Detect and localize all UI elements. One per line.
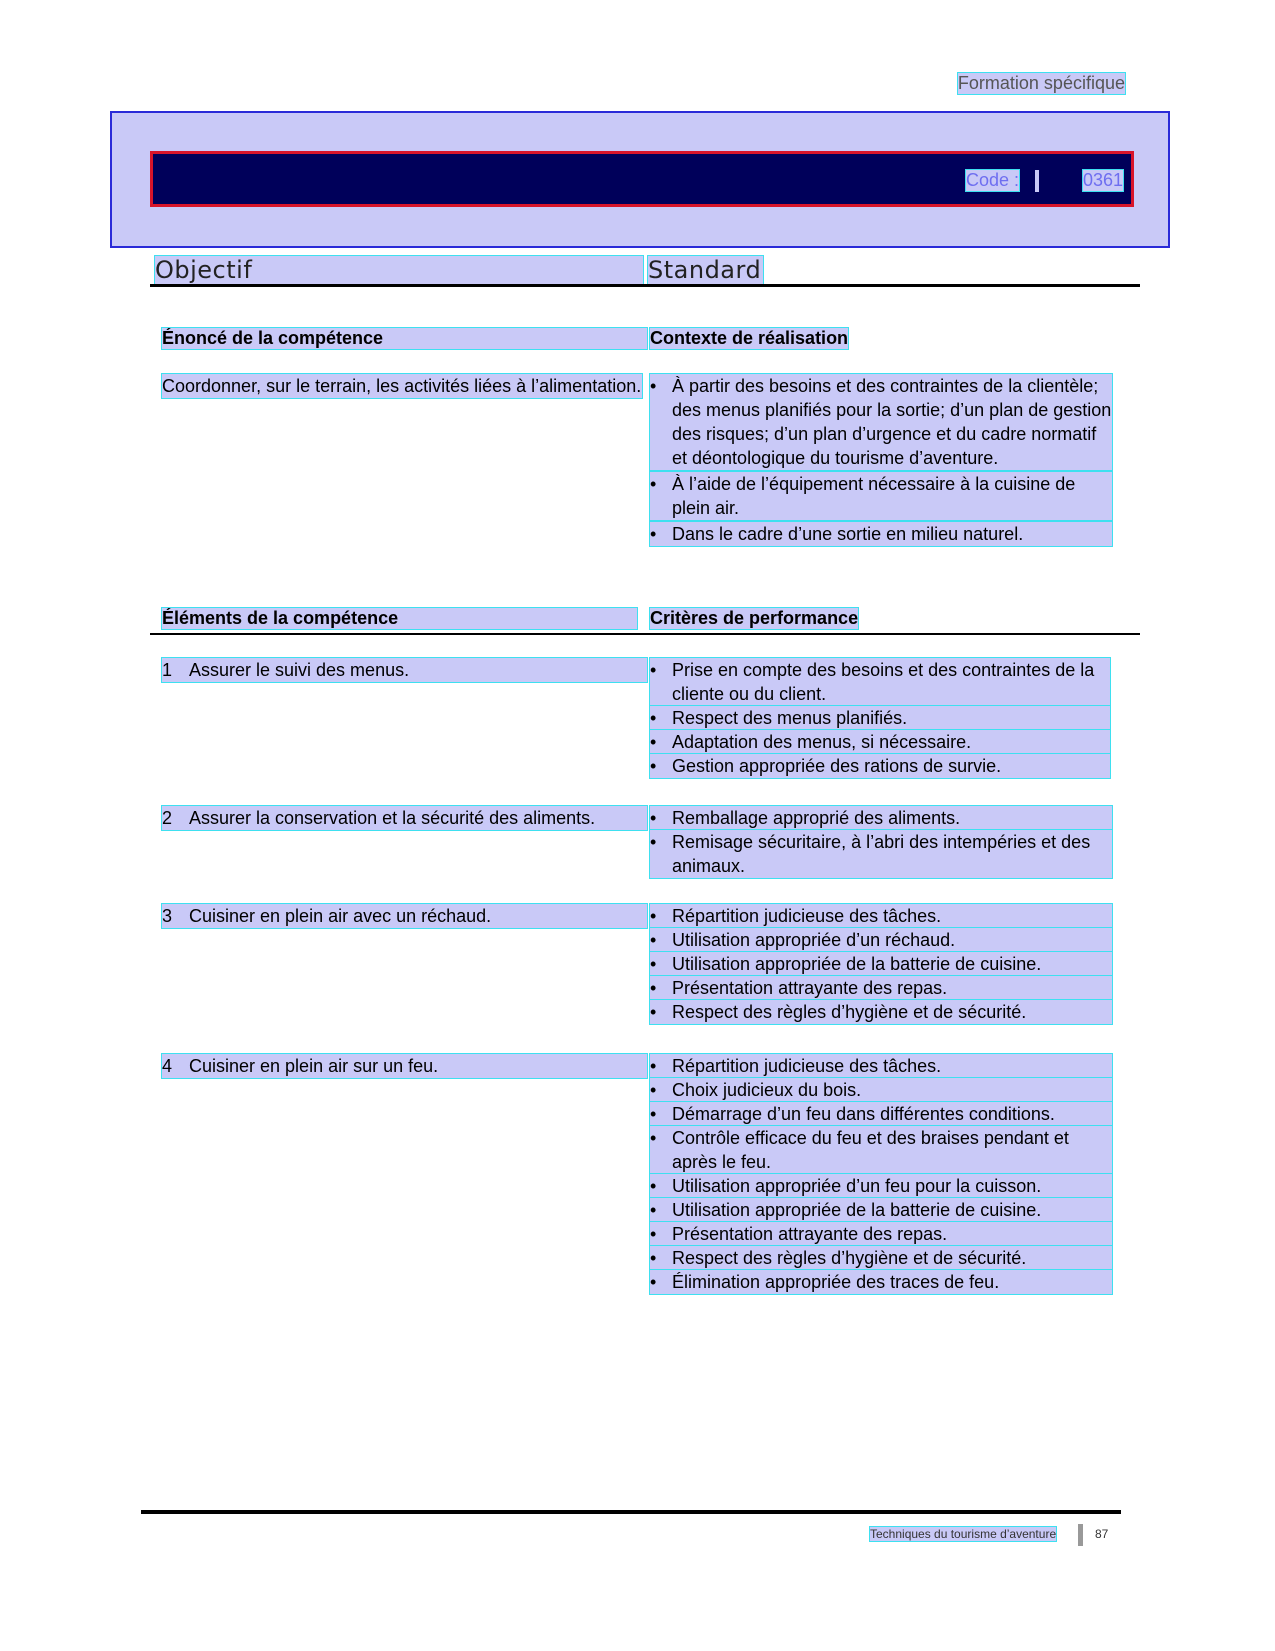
- criterion-item: • Utilisation appropriée d’un feu pour la cuisson.: [650, 1174, 1112, 1198]
- criterion-item: • Répartition judicieuse des tâches.: [650, 1054, 1112, 1078]
- criterion-item: • Élimination appropriée des traces de feu.: [650, 1270, 1112, 1294]
- column-title-objective: Objectif: [155, 256, 643, 284]
- code-value: 0361: [1082, 170, 1123, 190]
- column-title-standard: Standard: [648, 256, 762, 284]
- code-separator: [1035, 170, 1039, 192]
- context-heading: Contexte de réalisation: [650, 328, 849, 348]
- criterion-item: • Respect des règles d’hygiène et de sécurité.: [650, 1000, 1112, 1024]
- context-item: • À l’aide de l’équipement nécessaire à la cuisine de plein air.: [650, 472, 1112, 520]
- element-item-3: [162, 904, 647, 928]
- statement-text: Coordonner, sur le terrain, les activités liées à l’alimentation.: [162, 376, 642, 396]
- context-item: • Dans le cadre d’une sortie en milieu naturel.: [650, 522, 1112, 546]
- element-item-2: [162, 806, 647, 830]
- statement-heading: Énoncé de la compétence: [162, 328, 647, 349]
- criterion-item: • Remballage approprié des aliments.: [650, 806, 1112, 830]
- element-item-4: [162, 1054, 647, 1078]
- criterion-item: • Choix judicieux du bois.: [650, 1078, 1112, 1102]
- element-number: 4: [162, 1056, 173, 1076]
- element-number: 2: [162, 808, 173, 828]
- criteria-list-2: [650, 806, 1112, 878]
- criteria-heading: Critères de performance: [650, 608, 859, 628]
- element-text: Cuisiner en plein air sur un feu.: [189, 1056, 439, 1076]
- criterion-item: • Remisage sécuritaire, à l’abri des intempéries et des animaux.: [650, 830, 1112, 878]
- element-text: Assurer la conservation et la sécurité des aliments.: [189, 808, 596, 828]
- criterion-item: • Répartition judicieuse des tâches.: [650, 904, 1112, 928]
- footer-separator: [1078, 1524, 1083, 1546]
- element-text: Assurer le suivi des menus.: [189, 660, 410, 680]
- criterion-item: • Gestion appropriée des rations de survie.: [650, 754, 1110, 778]
- footer-title: Techniques du tourisme d’aventure: [870, 1527, 1057, 1541]
- elements-heading: Éléments de la compétence: [162, 608, 637, 629]
- criteria-list-1: [650, 658, 1110, 778]
- element-item-1: [162, 658, 647, 682]
- criterion-item: • Démarrage d’un feu dans différentes conditions.: [650, 1102, 1112, 1126]
- criterion-item: • Respect des règles d’hygiène et de sécurité.: [650, 1246, 1112, 1270]
- elements-rule: [150, 633, 1140, 635]
- criterion-item: • Prise en compte des besoins et des contraintes de la cliente ou du client.: [650, 658, 1110, 706]
- criterion-item: • Utilisation appropriée de la batterie de cuisine.: [650, 1198, 1112, 1222]
- context-list: [650, 374, 1112, 546]
- code-label: Code :: [965, 170, 1019, 190]
- criterion-item: • Adaptation des menus, si nécessaire.: [650, 730, 1110, 754]
- criterion-item: • Présentation attrayante des repas.: [650, 1222, 1112, 1246]
- criterion-item: • Utilisation appropriée d’un réchaud.: [650, 928, 1112, 952]
- code-bar: [150, 151, 1134, 207]
- header-rule: [150, 284, 1140, 287]
- context-item: • À partir des besoins et des contraintes de la clientèle; des menus planifiés pour la sortie; d’un plan de gestion des risques; d’un plan d’urgence et du cadre normatif et déontologique du tourisme d’aventure.: [650, 374, 1112, 470]
- criterion-item: • Utilisation appropriée de la batterie de cuisine.: [650, 952, 1112, 976]
- element-text: Cuisiner en plein air avec un réchaud.: [189, 906, 492, 926]
- section-label: Formation spécifique: [957, 73, 1125, 93]
- criterion-item: • Contrôle efficace du feu et des braises pendant et après le feu.: [650, 1126, 1112, 1174]
- criteria-list-4: [650, 1054, 1112, 1294]
- element-number: 1: [162, 660, 173, 680]
- element-number: 3: [162, 906, 173, 926]
- criterion-item: • Présentation attrayante des repas.: [650, 976, 1112, 1000]
- competency-banner: [110, 111, 1170, 248]
- criteria-list-3: [650, 904, 1112, 1024]
- criterion-item: • Respect des menus planifiés.: [650, 706, 1110, 730]
- page-number: 87: [1095, 1527, 1109, 1541]
- footer-rule: [141, 1510, 1121, 1514]
